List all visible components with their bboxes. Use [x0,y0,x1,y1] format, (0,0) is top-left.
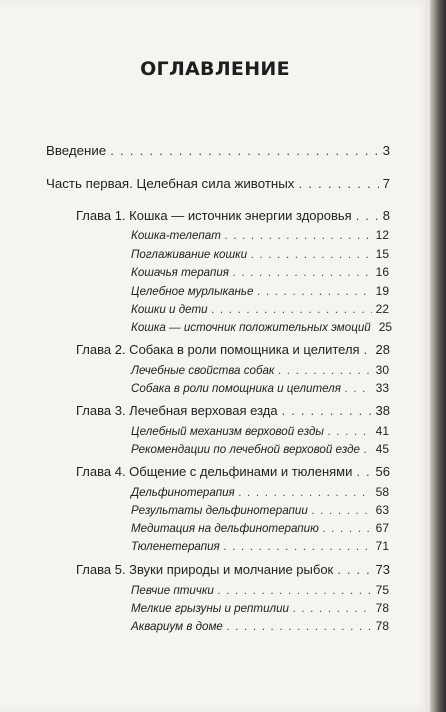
toc-section [131,363,389,377]
toc-entry-page: 12 [375,228,389,242]
toc-entry-page: 16 [375,265,389,279]
toc-entry-page: 58 [375,485,389,499]
toc-entry-title: Глава 5. Звуки природы и молчание рыбок [76,562,334,577]
toc-section [131,521,389,535]
dot-leader [233,266,372,279]
toc-section [131,539,389,553]
toc-section [131,228,389,242]
toc-chapter [76,562,390,577]
toc-entry-title: Медитация на дельфинотерапию [131,522,319,535]
toc-entry-page: 30 [375,363,389,377]
toc-entry-page: 78 [375,619,389,633]
dot-leader [312,504,372,517]
toc-section [131,503,389,517]
toc-section [131,320,393,334]
toc-entry-title: Глава 3. Лечебная верховая езда [76,403,278,418]
dot-leader [323,522,372,535]
toc-entry-page: 63 [375,503,389,517]
toc-entry-page: 15 [375,247,389,261]
dot-leader [251,248,372,261]
dot-leader [282,403,372,418]
dot-leader [293,602,372,615]
toc-entry-page: 38 [375,403,390,418]
toc-section [131,485,389,499]
toc-entry-title: Кошки и дети [131,303,208,316]
toc-entry-title: Целебное мурлыканье [131,285,254,298]
toc-entry-title: Глава 1. Кошка — источник энергии здоровья [76,208,352,223]
toc-entry-title: Кошка — источник положительных эмоций [131,321,371,334]
toc-entry-title: Результаты дельфинотерапии [131,504,308,517]
toc-entry-page: 7 [382,176,390,191]
toc-entry [46,176,390,191]
toc-section [131,381,389,395]
toc-entry [46,143,390,158]
toc-entry-title: Глава 4. Общение с дельфинами и тюленями [76,464,353,479]
toc-entry-title: Рекомендации по лечебной верховой езде [131,443,360,456]
toc-entry-page: 22 [375,302,389,316]
dot-leader [239,486,372,499]
toc-section [131,442,389,456]
dot-leader [227,620,372,633]
toc-section [131,302,389,316]
page-title: ОГЛАВЛЕНИЕ [140,58,290,80]
toc-section [131,284,389,298]
dot-leader [364,443,372,456]
toc-entry-title: Тюленетерапия [131,540,220,553]
toc-chapter [76,342,390,357]
dot-leader [212,303,372,316]
toc-entry-page: 19 [375,284,389,298]
dot-leader [337,562,371,577]
toc-entry-page: 67 [375,521,389,535]
toc-entry-page: 41 [375,424,389,438]
toc-entry-title: Часть первая. Целебная сила животных [46,176,295,191]
toc-entry-title: Лечебные свойства собак [131,364,275,377]
dot-leader [278,364,371,377]
toc-chapter [76,403,390,418]
toc-entry-title: Целебный механизм верховой езды [131,425,324,438]
dot-leader [345,382,372,395]
toc-entry-page: 28 [375,342,390,357]
dot-leader [257,285,371,298]
toc-entry-page: 8 [382,208,390,223]
toc-chapter [76,208,390,223]
toc-section [131,247,389,261]
toc-entry-title: Кошачья терапия [131,266,229,279]
toc-entry-page: 56 [375,464,390,479]
toc-section [131,424,389,438]
toc-entry-page: 78 [375,601,389,615]
dot-leader [224,540,372,553]
page-edge-shadow [430,0,446,712]
toc-entry-title: Поглаживание кошки [131,248,248,261]
dot-leader [364,342,372,357]
dot-leader [328,425,372,438]
toc-entry-title: Певчие птички [131,584,214,597]
toc-entry-title: Глава 2. Собака в роли помощника и целителя [76,342,360,357]
toc-section [131,265,389,279]
toc-entry-title: Собака в роли помощника и целителя [131,382,341,395]
toc-entry-title: Мелкие грызуны и рептилии [131,602,289,615]
dot-leader [298,176,378,191]
dot-leader [356,208,379,223]
toc-entry-title: Кошка-телепат [131,229,221,242]
toc-entry-page: 3 [382,143,390,158]
dot-leader [110,143,378,158]
toc-entry-title: Дельфинотерапия [131,486,235,499]
toc-entry-title: Аквариум в доме [131,620,223,633]
toc-section [131,583,389,597]
toc-entry-title: Введение [46,143,107,158]
toc-entry-page: 75 [375,583,389,597]
toc-entry-page: 71 [375,539,389,553]
toc-entry-page: 25 [378,320,393,334]
dot-leader [225,229,372,242]
toc-section [131,619,389,633]
toc-chapter [76,464,390,479]
dot-leader [356,464,371,479]
dot-leader [218,584,372,597]
toc-entry-page: 45 [375,442,389,456]
toc-entry-page: 33 [375,381,389,395]
toc-entry-page: 73 [375,562,390,577]
toc-section [131,601,389,615]
